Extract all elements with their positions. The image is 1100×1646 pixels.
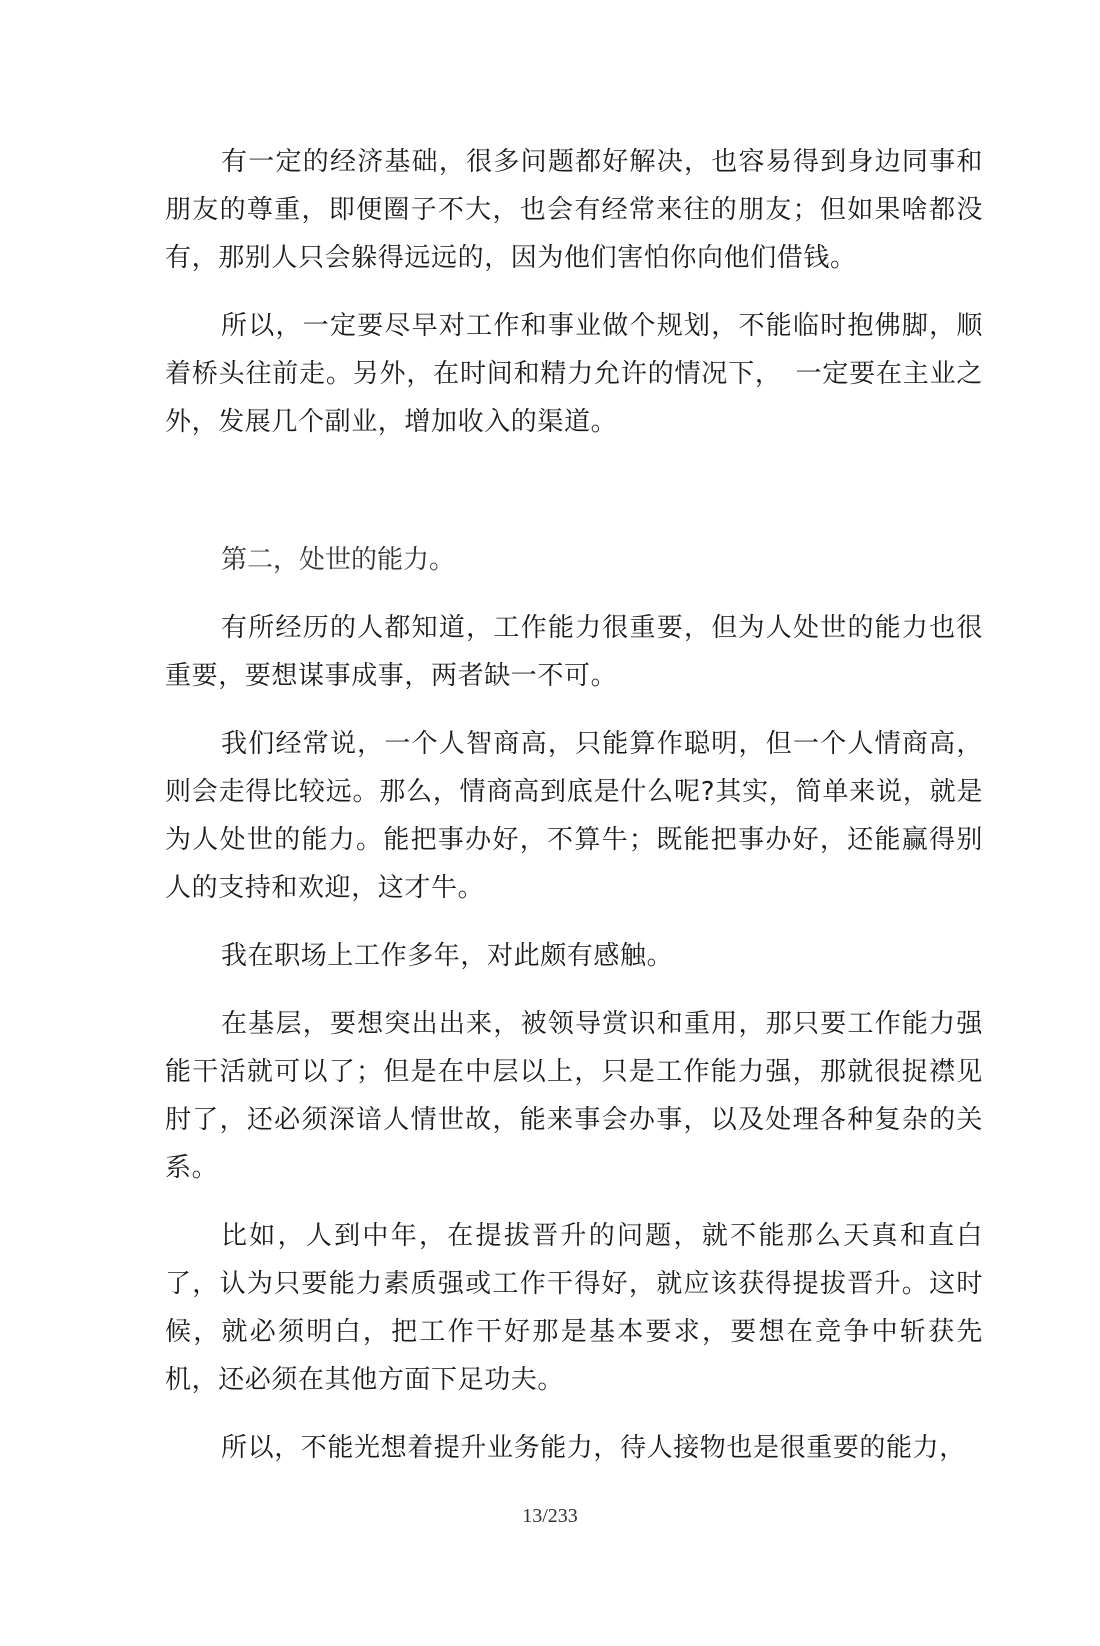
body-paragraph: 有所经历的人都知道，工作能力很重要，但为人处世的能力也很重要，要想谋事成事，两者缺一不可。 xyxy=(165,613,983,691)
section-heading: 第二，处世的能力。 xyxy=(221,545,456,575)
body-paragraph: 比如，人到中年，在提拔晋升的问题，就不能那么天真和直白了，认为只要能力素质强或工作干得好，就应该获得提拔晋升。这时候，就必须明白，把工作干好那是基本要求，要想在竞争中斩获先机，还必须在其他方面下足功夫。 xyxy=(165,1221,983,1395)
body-paragraph: 所以，一定要尽早对工作和事业做个规划，不能临时抱佛脚，顺着桥头往前走。另外，在时间和精力允许的情况下， 一定要在主业之外，发展几个副业，增加收入的渠道。 xyxy=(165,311,983,437)
body-paragraph: 有一定的经济基础，很多问题都好解决，也容易得到身边同事和朋友的尊重，即便圈子不大，也会有经常来往的朋友；但如果啥都没有，那别人只会躲得远远的，因为他们害怕你向他们借钱。 xyxy=(165,147,983,273)
page-content xyxy=(165,138,983,1492)
body-paragraph: 我在职场上工作多年，对此颇有感触。 xyxy=(221,941,674,971)
page-number: 13/233 xyxy=(522,1505,578,1527)
body-paragraph: 我们经常说，一个人智商高，只能算作聪明，但一个人情商高，则会走得比较远。那么，情商高到底是什么呢?其实，简单来说，就是为人处世的能力。能把事办好，不算牛；既能把事办好，还能赢得别人的支持和欢迎，这才牛。 xyxy=(165,729,983,903)
body-paragraph: 在基层，要想突出出来，被领导赏识和重用，那只要工作能力强能干活就可以了；但是在中层以上，只是工作能力强，那就很捉襟见肘了，还必须深谙人情世故，能来事会办事，以及处理各种复杂的关系。 xyxy=(165,1009,983,1183)
body-paragraph: 所以，不能光想着提升业务能力，待人接物也是很重要的能力， xyxy=(221,1433,966,1463)
